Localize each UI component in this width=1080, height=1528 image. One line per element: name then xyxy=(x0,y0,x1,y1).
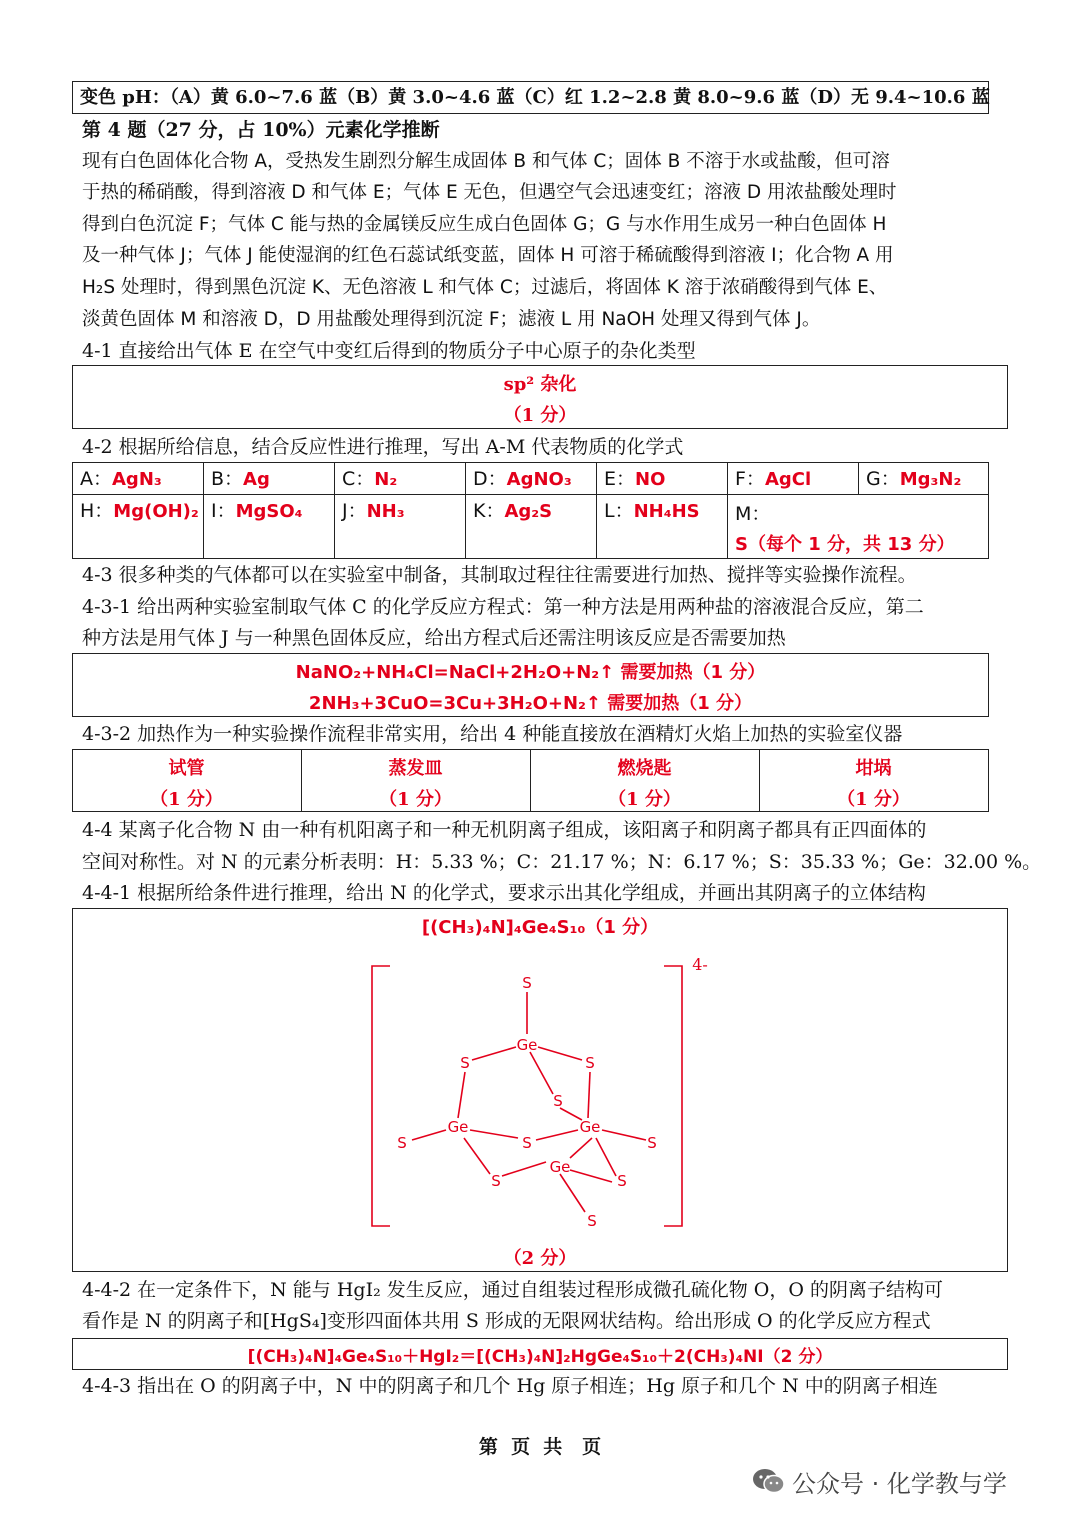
bond xyxy=(536,1130,578,1140)
charge-label: 4- xyxy=(692,955,708,974)
question-4-4-3: 4-4-3 指出在 O 的阴离子中，N 中的阴离子和几个 Hg 原子相连；Hg 原子和几个 N 中的阴离子相连 xyxy=(82,1375,938,1397)
col-divider xyxy=(334,462,335,559)
left-bracket xyxy=(372,966,390,1226)
formula-cell: E：NO xyxy=(604,468,666,490)
col-divider xyxy=(465,462,466,559)
header-row-text: 变色 pH：（A）黄 6.0~7.6 蓝（B）黄 3.0~4.6 蓝（C）红 1.2~2.8 黄 8.0~9.6 蓝（D）无 9.4~10.6 蓝 xyxy=(80,87,990,108)
formula-cell: J：NH₃ xyxy=(342,500,405,522)
bond xyxy=(412,1130,446,1140)
formula-cell: I：MgSO₄ xyxy=(211,500,303,522)
atom-s: S xyxy=(587,1212,597,1230)
bond xyxy=(570,1170,612,1182)
equation-1: NaNO₂+NH₄Cl=NaCl+2H₂O+N₂↑ 需要加热（1 分） xyxy=(295,662,766,683)
question-4-1: 4-1 直接给出气体 E 在空气中变红后得到的物质分子中心原子的杂化类型 xyxy=(82,340,696,362)
bond xyxy=(538,1047,582,1060)
question-4-4-2: 4-4-2 在一定条件下，N 能与 HgI₂ 发生反应，通过自组装过程形成微孔硫化物 O，O 的阴离子结构可 xyxy=(82,1279,943,1301)
atom-s: S xyxy=(522,1134,532,1152)
question-4-title: 第 4 题（27 分，占 10%）元素化学推断 xyxy=(82,119,440,141)
atom-s: S xyxy=(617,1172,627,1190)
question-4-2: 4-2 根据所给信息，结合反应性进行推理，写出 A-M 代表物质的化学式 xyxy=(82,436,684,458)
instrument-name: 燃烧匙 xyxy=(617,758,672,779)
question-4-4: 空间对称性。对 N 的元素分析表明：H：5.33 %；C：21.17 %；N：6.17 %；S：35.33 %；Ge：32.00 %。 xyxy=(82,851,1042,873)
bond xyxy=(602,1130,646,1140)
atom-ge: Ge xyxy=(516,1036,538,1054)
col-divider xyxy=(596,462,597,559)
bond xyxy=(530,1052,553,1094)
instrument-score: （1 分） xyxy=(608,789,681,810)
instrument-name: 试管 xyxy=(168,758,205,779)
question-4-4-1: 4-4-1 根据所给条件进行推理，给出 N 的化学式，要求示出其化学组成，并画出其阴离子的立体结构 xyxy=(82,882,926,904)
bond xyxy=(560,1174,585,1212)
formula-N: [(CH₃)₄N]₄Ge₄S₁₀（1 分） xyxy=(421,917,659,938)
atom-ge: Ge xyxy=(579,1118,601,1136)
bond xyxy=(588,1072,590,1118)
intro-line: H₂S 处理时，得到黑色沉淀 K、无色溶液 L 和气体 C；过滤后，将固体 K 溶于浓硝酸得到气体 E、 xyxy=(82,277,888,298)
question-4-3-1: 种方法是用气体 J 与一种黑色固体反应，给出方程式后还需注明该反应是否需要加热 xyxy=(82,627,786,649)
bond xyxy=(470,1130,518,1138)
formula-cell: H：Mg(OH)₂ xyxy=(80,500,199,522)
instrument-score: （1 分） xyxy=(150,789,223,810)
atom-s: S xyxy=(522,974,532,992)
page-number: 第 页 共 页 xyxy=(478,1436,602,1458)
score-4-1: （1 分） xyxy=(503,405,577,426)
bond xyxy=(464,1138,490,1174)
atom-s: S xyxy=(460,1054,470,1072)
equation-2: 2NH₃+3CuO=3Cu+3H₂O+N₂↑ 需要加热（1 分） xyxy=(308,693,753,714)
question-4-3-2: 4-3-2 加热作为一种实验操作流程非常实用，给出 4 种能直接放在酒精灯火焰上加热的实验室仪器 xyxy=(82,723,903,745)
question-4-4: 4-4 某离子化合物 N 由一种有机阳离子和一种无机阴离子组成，该阳离子和阴离子都具有正四面体的 xyxy=(82,819,927,841)
formula-cell: B：Ag xyxy=(211,468,270,490)
answer-4-1: sp² 杂化 xyxy=(503,374,577,395)
atom-s: S xyxy=(647,1134,657,1152)
formula-cell: L：NH₄HS xyxy=(604,500,700,522)
formula-cell: G：Mg₃N₂ xyxy=(866,468,962,490)
wechat-icon xyxy=(752,1467,786,1495)
col-divider xyxy=(858,462,859,494)
bond xyxy=(596,1138,616,1176)
intro-line: 得到白色沉淀 F；气体 C 能与热的金属镁反应生成白色固体 G；G 与水作用生成另一种白色固体 H xyxy=(82,214,887,235)
instrument-score: （1 分） xyxy=(837,789,910,810)
col-divider xyxy=(203,462,204,559)
atom-s: S xyxy=(491,1172,501,1190)
row-divider xyxy=(72,494,989,495)
equation-O: [(CH₃)₄N]₄Ge₄S₁₀＋HgI₂＝[(CH₃)₄N]₂HgGe₄S₁₀＋2(CH₃)₄NI（2 分） xyxy=(247,1347,833,1367)
anion-structure xyxy=(360,950,720,1240)
intro-line: 现有白色固体化合物 A，受热发生剧烈分解生成固体 B 和气体 C；固体 B 不溶于水或盐酸，但可溶 xyxy=(82,151,890,172)
intro-line: 于热的稀硝酸，得到溶液 D 和气体 E；气体 E 无色，但遇空气会迅速变红；溶液 D 用浓盐酸处理时 xyxy=(82,182,897,203)
formula-cell: M：S（每个 1 分，共 13 分） xyxy=(735,503,955,555)
atom-s: S xyxy=(553,1092,563,1110)
intro-line: 淡黄色固体 M 和溶液 D，D 用盐酸处理得到沉淀 F；滤液 L 用 NaOH 处理又得到气体 J。 xyxy=(82,309,821,330)
bond xyxy=(502,1162,546,1176)
atom-s: S xyxy=(585,1054,595,1072)
instrument-name: 坩埚 xyxy=(855,758,892,779)
atom-ge: Ge xyxy=(549,1158,571,1176)
question-4-3: 4-3 很多种类的气体都可以在实验室中制备，其制取过程往往需要进行加热、搅拌等实验操作流程。 xyxy=(82,564,917,586)
formula-cell: K：Ag₂S xyxy=(473,500,553,522)
right-bracket xyxy=(664,966,682,1226)
col-divider xyxy=(727,462,728,559)
instrument-score: （1 分） xyxy=(379,789,452,810)
bond xyxy=(472,1047,516,1060)
question-4-3-1: 4-3-1 给出两种实验室制取气体 C 的化学反应方程式：第一种方法是用两种盐的溶液混合反应，第二 xyxy=(82,596,924,618)
formula-cell: F：AgCl xyxy=(735,468,812,490)
brand-text: 公众号 · 化学教与学 xyxy=(792,1470,1007,1498)
intro-line: 及一种气体 J；气体 J 能使湿润的红色石蕊试纸变蓝，固体 H 可溶于稀硫酸得到溶液 I；化合物 A 用 xyxy=(82,245,894,266)
bond xyxy=(458,1072,465,1118)
instrument-name: 蒸发皿 xyxy=(388,758,443,779)
bond xyxy=(570,1138,592,1158)
formula-cell: D：AgNO₃ xyxy=(473,468,572,490)
structure-score: （2 分） xyxy=(503,1248,577,1269)
atom-s: S xyxy=(397,1134,407,1152)
atom-ge: Ge xyxy=(447,1118,469,1136)
formula-cell: C：N₂ xyxy=(342,468,398,490)
formula-cell: A：AgN₃ xyxy=(80,468,162,490)
question-4-4-2: 看作是 N 的阴离子和[HgS₄]变形四面体共用 S 形成的无限网状结构。给出形成 O 的化学反应方程式 xyxy=(82,1310,931,1332)
